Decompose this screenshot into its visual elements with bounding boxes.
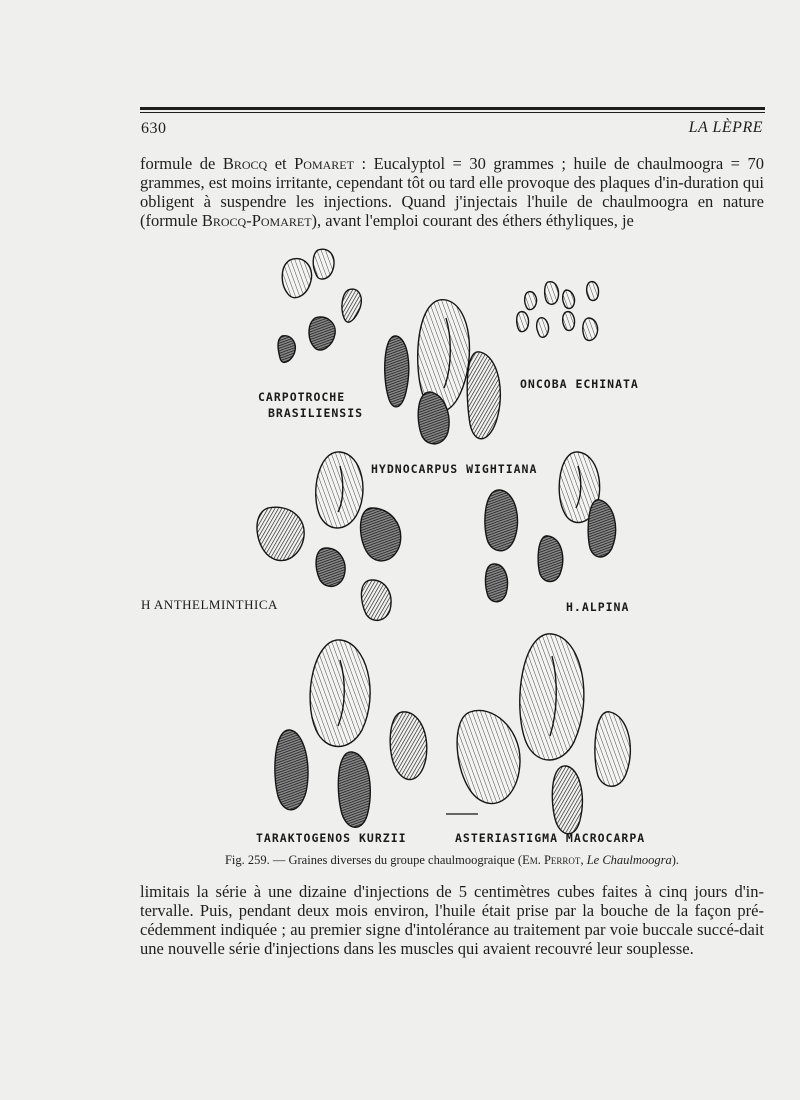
label-h-alpina: H.ALPINA [566,600,630,614]
label-taraktogenos: TARAKTOGENOS KURZII [256,831,407,845]
seed-carpotroche [282,259,311,298]
label-h-anthelminthica: H ANTHELMINTHICA [141,597,278,612]
paragraph-top: formule de Brocq et Pomaret : Eucalyptol = 30 grammes ; huile de chaulmoogra = 70 grammes, est moins irritante, cependant tôt ou tard elle provoque des plaques d'in-duration qui obligent à suspendre les injections. Quand j'injectais l'huile de chaulmoogra en nature (formule Brocq-Pomaret), avant l'emploi courant des éthers éthyliques, je [140,154,764,230]
seed-carpotroche [342,289,361,322]
seed-carpotroche [309,317,335,350]
paragraph-bottom: limitais la série à une dizaine d'injections de 5 centimètres cubes faites à cinq jours d'in-tervalle. Puis, pendant deux mois environ, l'huile était prise par la bouche de la façon pré-cédemment indiquée ; au premier signe d'intolérance au traitement par voie buccale succé-dait une nouvelle série d'injections dans les muscles qui avaient recouvré leur souplesse. [140,882,764,958]
seed-carpotroche [278,336,295,363]
author-name: Brocq [222,154,268,173]
page-number: 630 [141,120,167,137]
seed-carpotroche [313,249,334,279]
label-asteriastigma: ASTERIASTIGMA MACROCARPA [455,831,646,845]
seed-elongated [385,336,409,407]
label-brasiliensis: BRASILIENSIS [268,406,364,420]
author-name: Pomaret [294,154,354,173]
formula-name: Brocq-Pomaret [201,211,312,230]
label-hydnocarpus-wightiana: HYDNOCARPUS WIGHTIANA [371,462,538,476]
running-title: LA LÈPRE [688,119,763,136]
figure-caption: Fig. 259. — Graines diverses du groupe chaulmoograique (Em. Perrot, Le Chaulmoogra). [224,853,680,867]
label-carpotroche: CARPOTROCHE [258,390,346,404]
seed-elongated [467,352,500,439]
label-oncoba: ONCOBA ECHINATA [520,377,639,391]
